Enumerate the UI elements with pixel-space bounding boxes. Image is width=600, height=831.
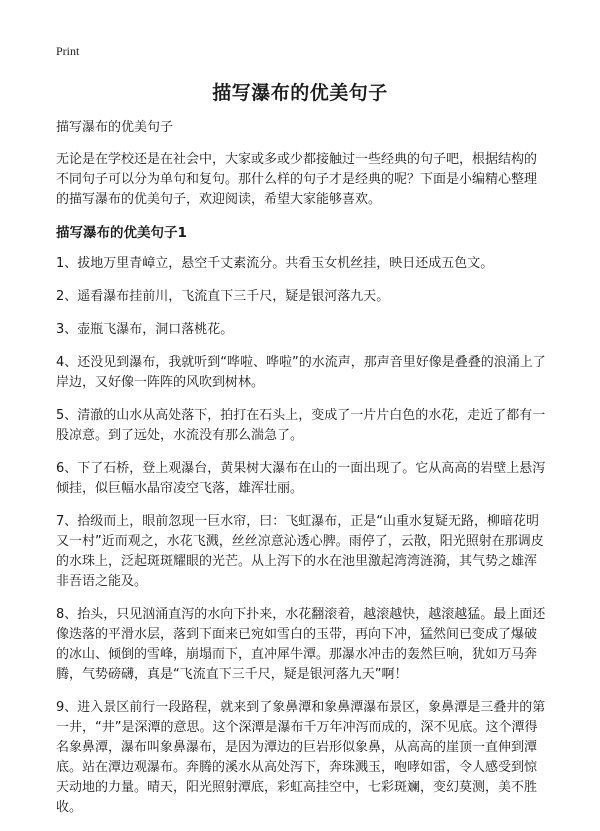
list-item: 9、进入景区前行一段路程，就来到了象鼻潭和象鼻潭瀑布景区，象鼻潭是三叠井的第一井，“井”是深潭的意思。这个深潭是瀑布千万年冲泻而成的，深不见底。这个潭得名象鼻潭，瀑布叫象鼻瀑布，是因为潭边的巨岩形似象鼻，从高高的崖顶一直伸到潭底。站在潭边观瀑布。奔腾的溪水从高处泻下，奔珠溅玉，咆哮如雷，令人感受到惊天动地的力量。晴天，阳光照射潭底，彩虹高挂空中，七彩斑斓，变幻莫测，美不胜收。 (56, 700, 546, 815)
list-item: 8、抬头，只见汹涌直泻的水向下扑来，水花翻滚着，越滚越快，越滚越猛。最上面还像迭落的平滑水层，落到下面来已宛如雪白的玉带，再向下冲，猛然间已变成了爆破的冰山、倾倒的雪峰，崩塌而下，直冲犀牛潭。那瀑水冲击的轰然巨响，犹如万马奔腾，气势磅礴，真是“飞流直下三千尺，疑是银河落九天”啊！ (56, 607, 546, 682)
list-item: 5、清澈的山水从高处落下，拍打在石头上，变成了一片片白色的水花，走近了都有一股凉意。到了远处，水流没有那么湍急了。 (56, 408, 546, 443)
print-link[interactable]: Print (56, 44, 80, 58)
article-body (56, 118, 548, 831)
list-item: 4、还没见到瀑布，我就听到“哗啦、哗啦”的水流声，那声音里好像是叠叠的浪涌上了岸边，又好像一阵阵的风吹到树林。 (56, 355, 546, 390)
list-item: 1、拔地万里青嶂立，悬空千丈素流分。共看玉女机丝挂，映日还成五色文。 (56, 256, 494, 271)
page-title: 描写瀑布的优美句子 (212, 82, 388, 104)
list-item: 6、下了石桥，登上观瀑台，黄果树大瀑布在山的一面出现了。它从高高的岩壁上悬泻倾挂，似巨幅水晶帘凌空飞落，雄浑壮丽。 (56, 461, 546, 496)
list-item: 3、壶瓶飞瀑布，洞口落桃花。 (56, 322, 234, 337)
list-item: 7、拾级而上，眼前忽现一巨水帘，曰：飞虹瀑布，正是“山重水复疑无路，柳暗花明又一村”近而观之，水花飞溅，丝丝凉意沁透心脾。雨停了，云散，阳光照射在那调皮的水珠上，泛起斑斑耀眼的光芒。从上泻下的水在池里激起湾湾涟漪，其气势之雄浑非吾语之能及。 (56, 514, 544, 589)
article-subtitle: 描写瀑布的优美句子 (56, 120, 174, 135)
intro-paragraph: 无论是在学校还是在社会中，大家或多或少都接触过一些经典的句子吧，根据结构的不同句子可以分为单句和复句。那什么样的句子才是经典的呢？下面是小编精心整理的描写瀑布的优美句子，欢迎阅读，希望大家能够喜欢。 (56, 152, 538, 207)
list-item: 2、遥看瀑布挂前川，飞流直下三千尺，疑是银河落九天。 (56, 289, 390, 304)
section-heading: 描写瀑布的优美句子1 (56, 225, 187, 241)
